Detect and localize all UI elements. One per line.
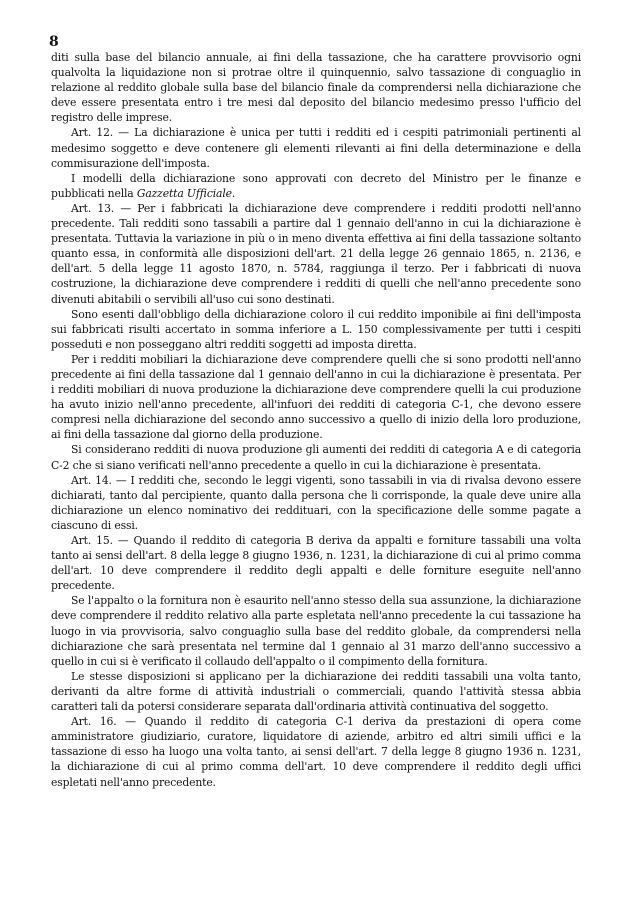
paragraph-esenti: Sono esenti dall'obbligo della dichiarazione coloro il cui reddito imponibile ai fini dell'imposta sui fabbricati risulti accertato in somma inferiore a L. 150 complessivamente per tutti i cespiti posseduti e non posseggano altri redditi soggetti ad imposta diretta.: [51, 307, 581, 351]
paragraph-art-12: Art. 12. — La dichiarazione è unica per tutti i redditi ed i cespiti patrimoniali pertinenti al medesimo soggetto e deve contenere gli elementi rilevanti ai fini della determinazione e della commisurazione dell'imposta.: [51, 126, 581, 170]
body-text: [51, 50, 581, 790]
page-number: 8: [49, 34, 59, 50]
paragraph-art-16: Art. 16. — Quando il reddito di categoria C-1 deriva da prestazioni di opera come amministratore giudiziario, curatore, liquidatore di aziende, arbitro ed altri simili uffici e la tassazione di esso ha luogo una volta tanto, ai sensi dell'art. 7 della legge 8 giugno 1936 n. 1231, la dichiarazione di cui al primo comma dell'art. 10 deve comprendere il reddito degli uffici espletati nell'anno precedente.: [51, 715, 581, 789]
paragraph-appalto: Se l'appalto o la fornitura non è esaurito nell'anno stesso della sua assunzione, la dichiarazione deve comprendere il reddito relativo alla parte espletata nell'anno precedente la cui tassazione ha luogo in via provvisoria, salvo conguaglio sulla base del reddito globale, da comprendersi nella dichiarazione che sarà presentata nel termine dal 1 gennaio al 31 marzo dell'anno successivo a quello in cui si è verificato il collaudo dell'appalto o il compimento della fornitura.: [51, 594, 581, 668]
paragraph-nuova-produzione: Si considerano redditi di nuova produzione gli aumenti dei redditi di categoria A e di categoria C-2 che si siano verificati nell'anno precedente a quello in cui la dichiarazione è presentata.: [51, 443, 581, 472]
paragraph-art-13: Art. 13. — Per i fabbricati la dichiarazione deve comprendere i redditi prodotti nell'anno precedente. Tali redditi sono tassabili a partire dal 1 gennaio dell'anno in cui la dichiarazione è presentata. Tuttavia la variazione in più o in meno diventa effettiva ai fini della tassazione soltanto quanto essa, in conformità alle disposizioni dell'art. 21 della legge 26 gennaio 1865, n. 2136, e dell'art. 5 della legge 11 agosto 1870, n. 5784, raggiunga il terzo. Per i fabbricati di nuova costruzione, la dichiarazione deve comprendere i redditi di quelli che nell'anno precedente sono divenuti abitabili o servibili all'uso cui sono destinati.: [51, 201, 581, 306]
paragraph-art-14: Art. 14. — I redditi che, secondo le leggi vigenti, sono tassabili in via di rivalsa devono essere dichiarati, tanto dal percipiente, quanto dalla persona che li corrisponde, la quale deve unire alla dichiarazione un elenco nominativo dei reddituari, con la specificazione delle somme pagate a ciascuno di essi.: [51, 473, 581, 532]
paragraph-modelli: [51, 171, 581, 201]
paragraph-continuation: diti sulla base del bilancio annuale, ai fini della tassazione, che ha carattere provvisorio ogni qualvolta la liquidazione non si protrae oltre il quinquennio, salvo tassazione di conguaglio in relazione al reddito globale sulla base del bilancio finale da comprendersi nella dichiarazione che deve essere presentata entro i tre mesi dal deposito del bilancio medesimo presso l'ufficio del registro delle imprese.: [51, 51, 581, 125]
paragraph-art-15: Art. 15. — Quando il reddito di categoria B deriva da appalti e forniture tassabili una volta tanto ai sensi dell'art. 8 della legge 8 giugno 1936, n. 1231, la dichiarazione di cui al primo comma dell'art. 10 deve comprendere il reddito degli appalti e delle forniture eseguite nell'anno precedente.: [51, 534, 581, 593]
gazzetta-ufficiale-title: Gazzetta Ufficiale: [136, 186, 232, 200]
paragraph-modelli-end: .: [231, 186, 236, 200]
paragraph-redditi-mobiliari: Per i redditi mobiliari la dichiarazione deve comprendere quelli che si sono prodotti nell'anno precedente ai fini della tassazione dal 1 gennaio dell'anno in cui la dichiarazione è presentata. Per i redditi mobiliari di nuova produzione la dichiarazione deve comprendere quelli la cui produzione ha avuto inizio nell'anno precedente, all'infuori dei redditi di categoria C-1, che devono essere compresi nella dichiarazione del secondo anno successivo a quello di inizio della loro produzione, ai fini della tassazione dal giorno della produzione.: [51, 352, 581, 442]
paragraph-stesse-disposizioni: Le stesse disposizioni si applicano per la dichiarazione dei redditi tassabili una volta tanto, derivanti da altre forme di attività industriali o commerciali, quando l'attività stessa abbia caratteri tali da potersi considerare separata dall'ordinaria attività continuativa del soggetto.: [51, 669, 581, 714]
paragraph-modelli-text: I modelli della dichiarazione sono approvati con decreto del Ministro per le finanze e pubblicati nella: [51, 171, 581, 200]
